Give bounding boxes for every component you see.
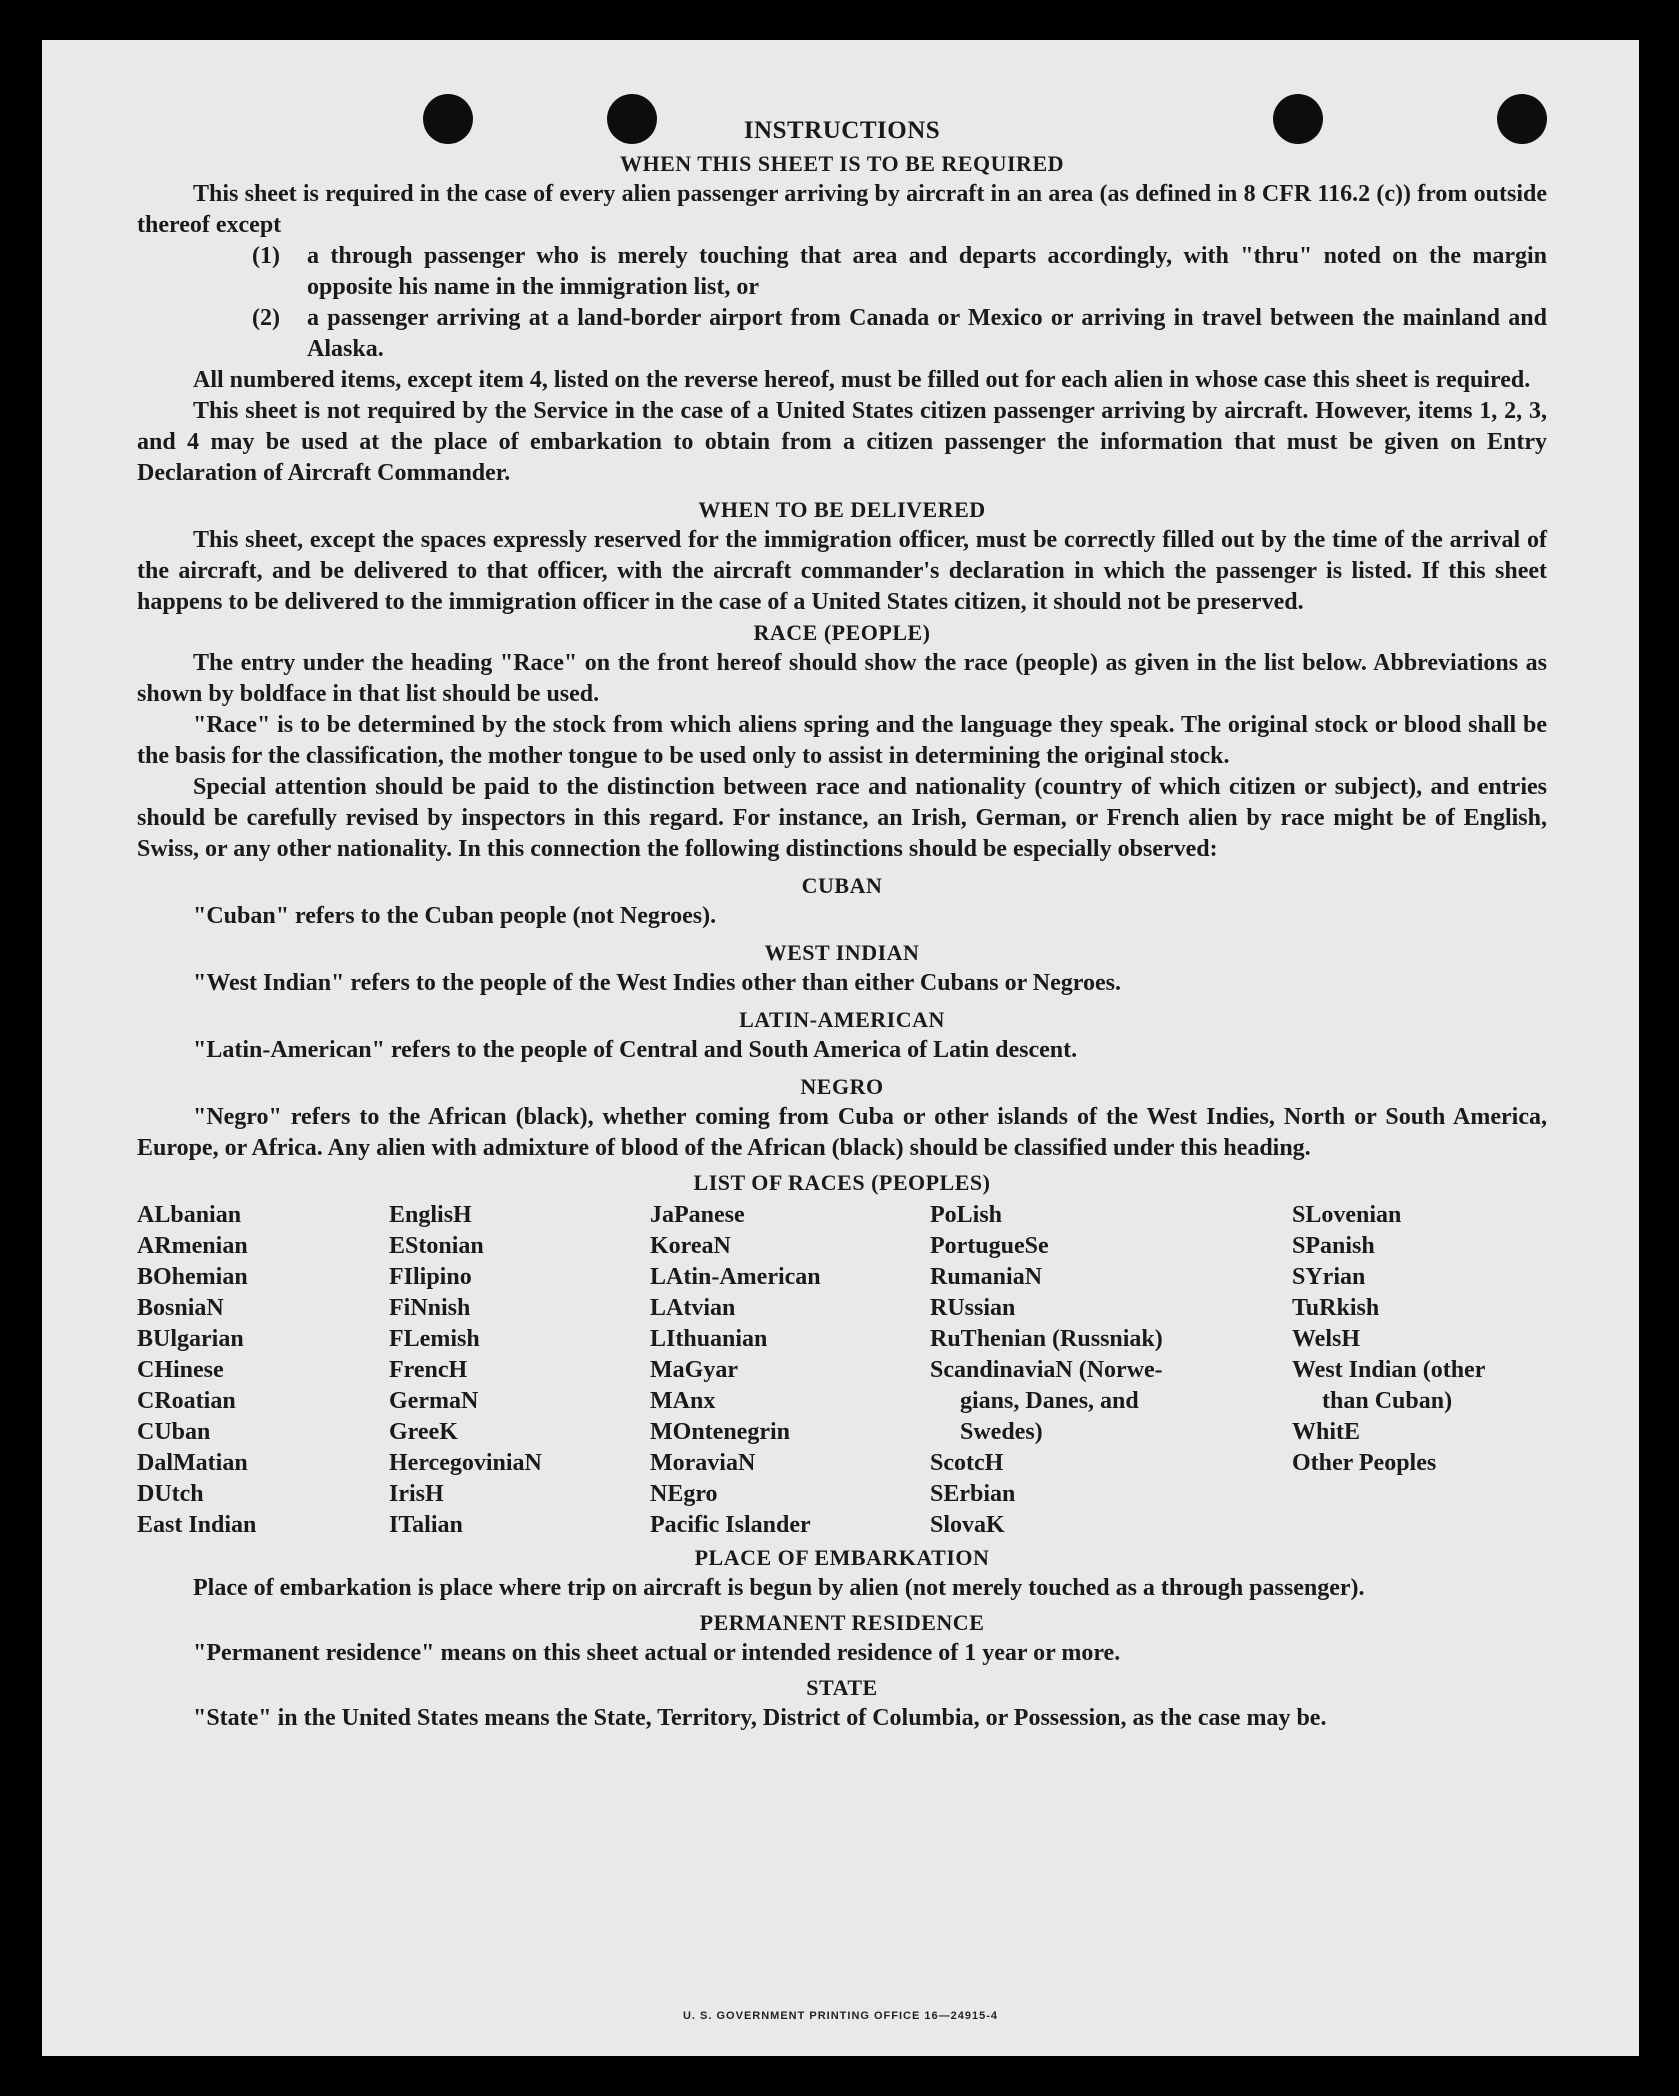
race-entry: DUtch: [137, 1481, 204, 1507]
race-entry: TuRkish: [1292, 1295, 1380, 1321]
race-entry: BUlgarian: [137, 1326, 244, 1352]
document-page: [42, 40, 1639, 2056]
heading-latin-american: LATIN-AMERICAN: [739, 1007, 945, 1032]
race-entry: PoLish: [930, 1202, 1003, 1228]
race-entry: FLemish: [389, 1326, 480, 1352]
race-entry: SYrian: [1292, 1264, 1366, 1290]
race-entry: CHinese: [137, 1357, 224, 1383]
race-entry: Other Peoples: [1292, 1450, 1437, 1476]
heading-permanent-residence: PERMANENT RESIDENCE: [699, 1610, 985, 1635]
race-entry: East Indian: [137, 1512, 257, 1538]
latin-american-text: "Latin-American" refers to the people of Central and South America of Latin descent.: [193, 1037, 1078, 1063]
race-entry: ALbanian: [137, 1202, 242, 1228]
heading-when-required: WHEN THIS SHEET IS TO BE REQUIRED: [619, 151, 1065, 176]
heading-cuban: CUBAN: [801, 873, 883, 898]
heading-negro: NEGRO: [800, 1074, 884, 1099]
exception-item-1: [137, 241, 1547, 303]
race-entry: BOhemian: [137, 1264, 248, 1290]
race-entry: RUssian: [930, 1295, 1016, 1321]
race-entry: SLovenian: [1292, 1202, 1402, 1228]
numbered-items-paragraph: All numbered items, except item 4, listed on the reverse hereof, must be filled out for each alien in whose case this sheet is required.: [193, 367, 1531, 393]
race-paragraph-3: Special attention should be paid to the distinction between race and nationality (country of which citizen or subject), and entries should be carefully revised by inspectors in this regard. For instance, an Irish, German, or French alien by race might be of English, Swiss, or any other nationality. In this connection the following distinctions should be especially observed:: [137, 774, 1547, 862]
printing-office-footer: U. S. GOVERNMENT PRINTING OFFICE 16—24915-4: [682, 2010, 998, 2022]
race-entry: GermaN: [389, 1388, 479, 1414]
race-entry: ARmenian: [137, 1233, 248, 1259]
heading-state: STATE: [806, 1675, 878, 1700]
cuban-text: "Cuban" refers to the Cuban people (not Negroes).: [193, 903, 717, 929]
exception-text: a passenger arriving at a land-border airport from Canada or Mexico or arriving in travel between the mainland and Alaska.: [307, 305, 1547, 362]
when-required-intro: This sheet is required in the case of every alien passenger arriving by aircraft in an area (as defined in 8 CFR 116.2 (c)) from outside thereof except: [137, 181, 1547, 238]
race-entry: LIthuanian: [650, 1326, 768, 1352]
permanent-residence-text: "Permanent residence" means on this sheet actual or intended residence of 1 year or more.: [193, 1640, 1121, 1666]
west-indian-text: "West Indian" refers to the people of the West Indies other than either Cubans or Negroes.: [193, 970, 1121, 996]
race-entry: FIlipino: [389, 1264, 472, 1290]
race-entry: KoreaN: [650, 1233, 731, 1259]
race-paragraph-1: The entry under the heading "Race" on the front hereof should show the race (people) as given in the list below. Abbreviations as shown by boldface in that list should be used.: [137, 650, 1547, 707]
heading-west-indian: WEST INDIAN: [764, 940, 920, 965]
race-entry: WhitE: [1292, 1419, 1361, 1445]
race-entry: than Cuban): [1322, 1388, 1453, 1414]
race-entry: WelsH: [1292, 1326, 1361, 1352]
heading-race: RACE (PEOPLE): [753, 620, 931, 645]
race-entry: Swedes): [960, 1419, 1043, 1445]
exception-text: a through passenger who is merely touching that area and departs accordingly, with "thru" noted on the margin opposite his name in the immigration list, or: [307, 243, 1547, 300]
race-column-5: [1292, 1200, 1547, 1541]
heading-when-delivered: WHEN TO BE DELIVERED: [698, 497, 986, 522]
negro-text: "Negro" refers to the African (black), whether coming from Cuba or other islands of the West Indies, North or South America, Europe, or Africa. Any alien with admixture of blood of the African (black) should be classified under this heading.: [137, 1104, 1547, 1161]
race-entry: IrisH: [389, 1481, 444, 1507]
race-entry: EnglisH: [389, 1202, 472, 1228]
race-entry: DalMatian: [137, 1450, 248, 1476]
race-paragraph-2: "Race" is to be determined by the stock from which aliens spring and the language they speak. The original stock or blood shall be the basis for the classification, the mother tongue to be used only to assist in determining the original stock.: [137, 712, 1547, 769]
when-delivered-text: This sheet, except the spaces expressly reserved for the immigration officer, must be correctly filled out by the time of the arrival of the aircraft, and be delivered to that officer, with the aircraft commander's declaration in which the passenger is listed. If this sheet happens to be delivered to the immigration officer in the case of a United States citizen, it should not be preserved.: [137, 527, 1547, 615]
race-entry: West Indian (other: [1292, 1357, 1486, 1383]
race-entry: CUban: [137, 1419, 211, 1445]
race-entry: GreeK: [389, 1419, 458, 1445]
race-entry: RumaniaN: [930, 1264, 1043, 1290]
race-entry: BosniaN: [137, 1295, 224, 1321]
race-entry: gians, Danes, and: [960, 1388, 1139, 1414]
race-entry: MoraviaN: [650, 1450, 756, 1476]
embarkation-text: Place of embarkation is place where trip on aircraft is begun by alien (not merely touched as a through passenger).: [193, 1575, 1365, 1601]
state-text: "State" in the United States means the State, Territory, District of Columbia, or Possession, as the case may be.: [193, 1705, 1327, 1731]
race-column-3: [650, 1200, 930, 1541]
heading-list-of-races: LIST OF RACES (PEOPLES): [693, 1170, 991, 1195]
citizen-paragraph: This sheet is not required by the Service in the case of a United States citizen passenger arriving by aircraft. However, items 1, 2, 3, and 4 may be used at the place of embarkation to obtain from a citizen passenger the information that must be given on Entry Declaration of Aircraft Commander.: [137, 398, 1547, 486]
race-entry: JaPanese: [650, 1202, 745, 1228]
race-entry: EStonian: [389, 1233, 484, 1259]
race-entry: SErbian: [930, 1481, 1016, 1507]
race-entry: HercegoviniaN: [389, 1450, 542, 1476]
race-entry: MOntenegrin: [650, 1419, 790, 1445]
race-entry: PortugueSe: [930, 1233, 1049, 1259]
instructions-body: [137, 113, 1547, 1734]
race-entry: ScandinaviaN (Norwe-: [930, 1357, 1163, 1383]
list-of-races: [137, 1200, 1547, 1541]
race-entry: SPanish: [1292, 1233, 1375, 1259]
exception-number: (1): [252, 243, 280, 269]
exception-number: (2): [252, 305, 280, 331]
race-entry: FrencH: [389, 1357, 468, 1383]
race-column-1: [137, 1200, 389, 1541]
race-column-4: [930, 1200, 1292, 1541]
race-entry: FiNnish: [389, 1295, 471, 1321]
race-entry: SlovaK: [930, 1512, 1005, 1538]
race-entry: Pacific Islander: [650, 1512, 811, 1538]
exception-item-2: [137, 303, 1547, 365]
race-entry: LAtvian: [650, 1295, 736, 1321]
race-entry: CRoatian: [137, 1388, 236, 1414]
race-entry: RuThenian (Russniak): [930, 1326, 1163, 1352]
race-entry: NEgro: [650, 1481, 718, 1507]
heading-embarkation: PLACE OF EMBARKATION: [694, 1545, 990, 1570]
race-entry: LAtin-American: [650, 1264, 821, 1290]
page-title: INSTRUCTIONS: [743, 117, 941, 144]
race-column-2: [389, 1200, 650, 1541]
race-entry: ITalian: [389, 1512, 463, 1538]
race-entry: MAnx: [650, 1388, 716, 1414]
race-entry: ScotcH: [930, 1450, 1004, 1476]
race-entry: MaGyar: [650, 1357, 738, 1383]
